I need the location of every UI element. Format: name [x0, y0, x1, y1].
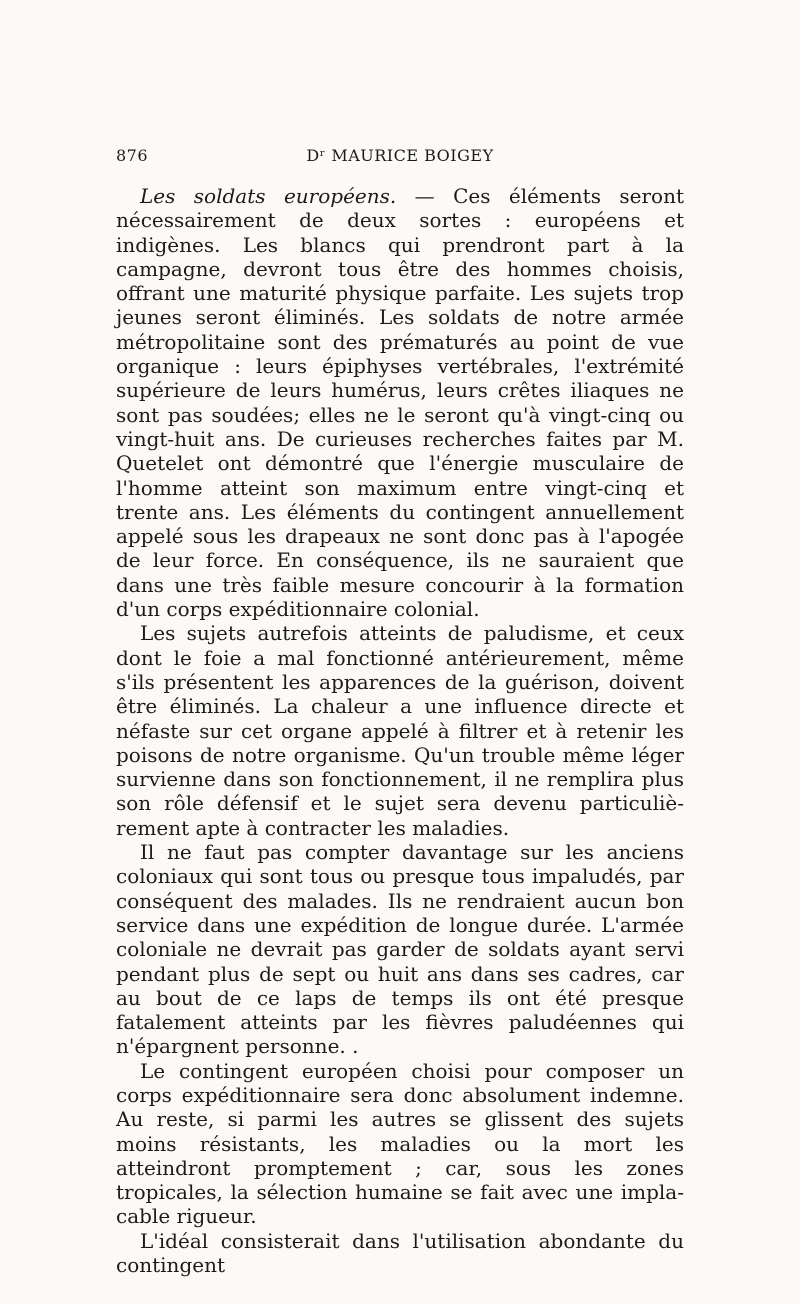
paragraph-2: Les sujets autrefois atteints de paludisme, et ceux dont le foie a mal fonctionné antérieurement, même s'ils présentent les apparences de la guérison, doivent être éliminés. La chaleur a une influence directe et néfaste sur cet organe appelé à filtrer et à retenir les poisons de notre organisme. Qu'un trouble même léger survienne dans son fonctionnement, il ne remplira plus son rôle défensif et le sujet sera devenu particulièrement apte à contracter les maladies. — [116, 621, 684, 840]
paragraph-5: L'idéal consisterait dans l'utilisation abondante du contingent — [116, 1228, 684, 1278]
section-lead: Les soldats européens. — [140, 184, 397, 208]
body-text — [116, 184, 684, 1277]
running-title: Dʳ MAURICE BOIGEY — [306, 146, 494, 165]
paragraph-1 — [116, 184, 684, 621]
paragraph-4: Le contingent européen choisi pour composer un corps expéditionnaire sera donc absolument indemne. Au reste, si parmi les autres se glissent des sujets moins résistants, les maladies ou la mort les atteindront promptement ; car, sous les zones tropicales, la sélection humaine se fait avec une implacable rigueur. — [116, 1058, 684, 1229]
page-number: 876 — [116, 146, 149, 165]
paragraph-1-text: — Ces éléments seront nécessairement de deux sortes : européens et indigènes. Les blancs qui prendront part à la campagne, devront tous être des hommes choisis, offrant une maturité physique parfaite. Les sujets trop jeunes seront éliminés. Les soldats de notre armée métropolitaine sont des prématurés au point de vue organique : leurs épiphyses vertébrales, l'extrémité supérieure de leurs humérus, leurs crêtes iliaques ne sont pas soudées; elles ne le seront qu'à vingt-cinq ou vingt-huit ans. De curieuses recherches faites par M. Quetelet ont démontré que l'énergie musculaire de l'homme atteint son maximum entre vingt-cinq et trente ans. Les éléments du contingent annuellement appelé sous les drapeaux ne sont donc pas à l'apogée de leur force. En conséquence, ils ne sauraient que dans une très faible mesure concourir à la formation d'un corps expéditionnaire colonial. — [116, 184, 684, 622]
paragraph-3: Il ne faut pas compter davantage sur les anciens coloniaux qui sont tous ou presque tous impaludés, par conséquent des malades. Ils ne rendraient aucun bon service dans une expédition de longue durée. L'armée coloniale ne devrait pas garder de soldats ayant servi pendant plus de sept ou huit ans dans ses cadres, car au bout de ce laps de temps ils ont été presque fatalement atteints par les fièvres paludéennes qui n'épargnent personne. . — [116, 840, 684, 1059]
running-head — [116, 146, 684, 172]
